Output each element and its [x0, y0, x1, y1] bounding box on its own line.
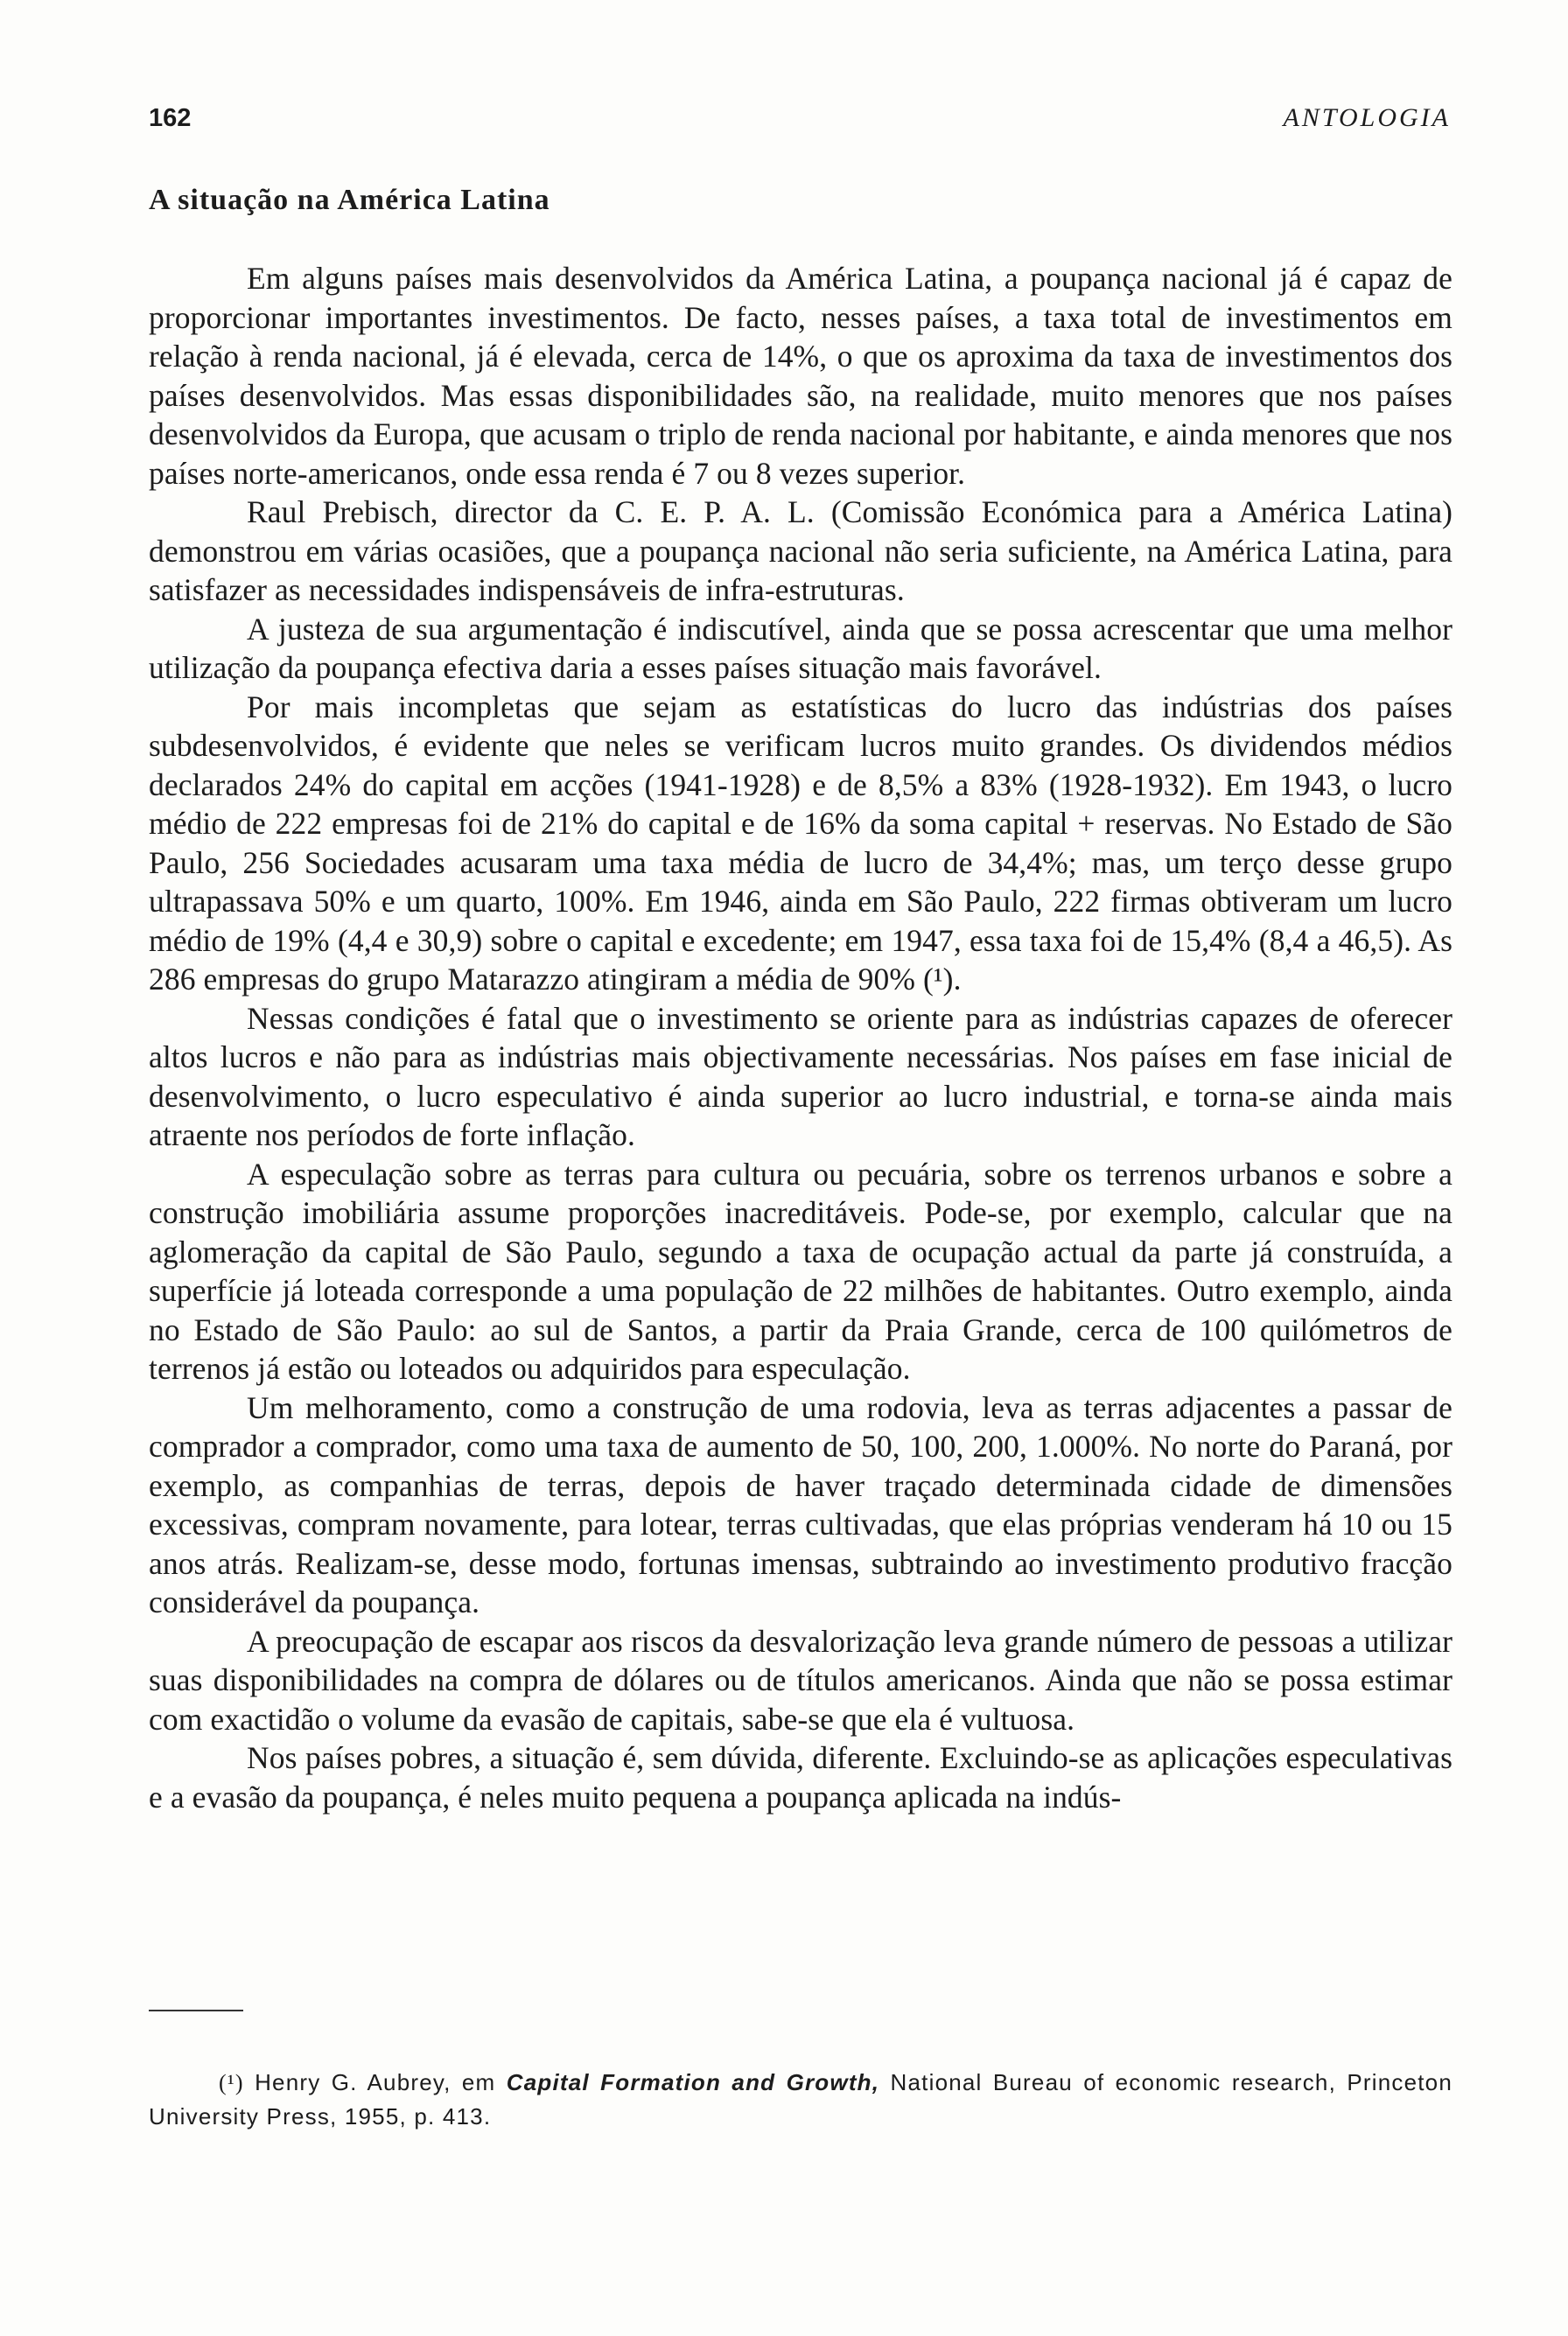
paragraph: Em alguns países mais desenvolvidos da América Latina, a poupança nacional já é capaz de proporcionar importantes investimentos. De facto, nesses países, a taxa total de investimentos em relação à renda nacional, já é elevada, cerca de 14%, o que os aproxima da taxa de investimentos dos países desenvolvidos. Mas essas disponibilidades são, na realidade, muito menores que nos países desenvolvidos da Europa, que acusam o triplo de renda nacional por habitante, e ainda menores que nos países norte-americanos, onde essa renda é 7 ou 8 vezes superior.: [149, 261, 1452, 491]
footnote-text-after: National Bureau of economic research, Princeton University Press, 1955, p. 413.: [149, 2069, 1452, 2130]
footnote: [149, 2066, 1452, 2133]
paragraph: Um melhoramento, como a construção de uma rodovia, leva as terras adjacentes a passar de comprador a comprador, como uma taxa de aumento de 50, 100, 200, 1.000%. No norte do Paraná, por exemplo, as companhias de terras, depois de haver traçado determinada cidade de dimensões excessivas, compram novamente, para lotear, terras cultivadas, que elas próprias venderam há 10 ou 15 anos atrás. Realizam-se, desse modo, fortunas imensas, subtraindo ao investimento produtivo fracção considerável da poupança.: [149, 1389, 1452, 1619]
body-text: [149, 259, 1452, 1816]
section-title: A situação na América Latina: [149, 184, 550, 216]
page-number: 162: [149, 104, 192, 132]
footnote-work-title: Capital Formation and Growth,: [506, 2069, 880, 2095]
footnote-separator: [149, 2010, 243, 2011]
running-header: [149, 103, 1451, 138]
paragraph: Raul Prebisch, director da C. E. P. A. L. (Comissão Económica para a América Latina) demonstrou em várias ocasiões, que a poupança nacional não seria suficiente, na América Latina, para satisfazer as necessidades indispensáveis de infra-estruturas.: [149, 494, 1452, 607]
running-title: ANTOLOGIA: [1283, 103, 1451, 132]
paragraph: A preocupação de escapar aos riscos da desvalorização leva grande número de pessoas a utilizar suas disponibilidades na compra de dólares ou de títulos americanos. Ainda que não se possa estimar com exactidão o volume da evasão de capitais, sabe-se que ela é vultuosa.: [149, 1623, 1452, 1737]
paragraph: Nessas condições é fatal que o investimento se oriente para as indústrias capazes de oferecer altos lucros e não para as indústrias mais objectivamente necessárias. Nos países em fase inicial de desenvolvimento, o lucro especulativo é ainda superior ao lucro industrial, e torna-se ainda mais atraente nos períodos de forte inflação.: [149, 1000, 1452, 1152]
footnote-marker: (¹): [219, 2070, 244, 2095]
paragraph: Nos países pobres, a situação é, sem dúvida, diferente. Excluindo-se as aplicações especulativas e a evasão da poupança, é neles muito pequena a poupança aplicada na indús-: [149, 1740, 1452, 1815]
paragraph: A justeza de sua argumentação é indiscutível, ainda que se possa acrescentar que uma melhor utilização da poupança efectiva daria a esses países situação mais favorável.: [149, 611, 1452, 685]
paragraph: Por mais incompletas que sejam as estatísticas do lucro das indústrias dos países subdesenvolvidos, é evidente que neles se verificam lucros muito grandes. Os dividendos médios declarados 24% do capital em acções (1941-1928) e de 8,5% a 83% (1928-1932). Em 1943, o lucro médio de 222 empresas foi de 21% do capital e de 16% da soma capital + reservas. No Estado de São Paulo, 256 Sociedades acusaram uma taxa média de lucro de 34,4%; mas, um terço desse grupo ultrapassava 50% e um quarto, 100%. Em 1946, ainda em São Paulo, 222 firmas obtiveram um lucro médio de 19% (4,4 e 30,9) sobre o capital e excedente; em 1947, essa taxa foi de 15,4% (8,4 a 46,5). As 286 empresas do grupo Matarazzo atingiram a média de 90% (¹).: [149, 689, 1452, 997]
footnote-text-before: Henry G. Aubrey, em: [255, 2069, 496, 2095]
paragraph: A especulação sobre as terras para cultura ou pecuária, sobre os terrenos urbanos e sobre a construção imobiliária assume proporções inacreditáveis. Pode-se, por exemplo, calcular que na aglomeração da capital de São Paulo, segundo a taxa de ocupação actual da parte já construída, a superfície já loteada corresponde a uma população de 22 milhões de habitantes. Outro exemplo, ainda no Estado de São Paulo: ao sul de Santos, a partir da Praia Grande, cerca de 100 quilómetros de terrenos já estão ou loteados ou adquiridos para especulação.: [149, 1156, 1452, 1386]
